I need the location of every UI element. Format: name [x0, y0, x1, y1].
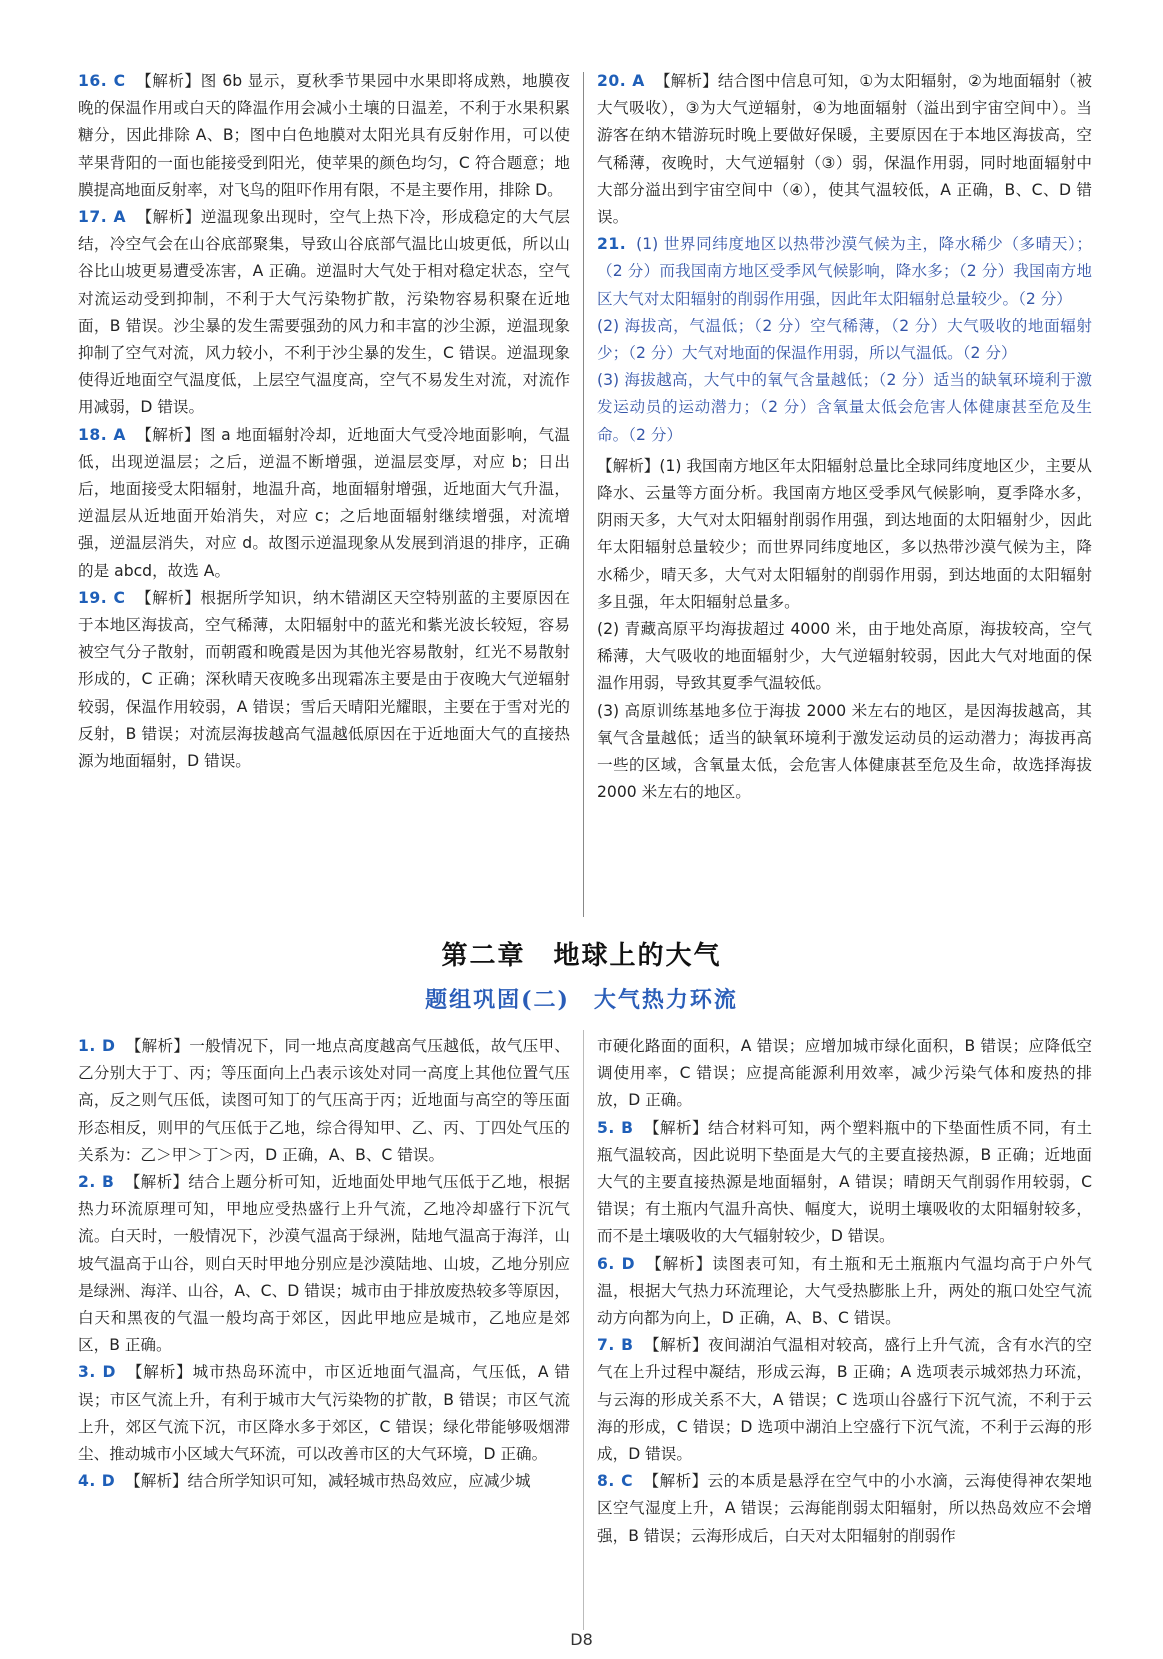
section-title: 题组巩固(二) 大气热力环流: [425, 987, 738, 1013]
answer-text: 【解析】根据所学知识，纳木错湖区天空特别蓝的主要原因在于本地区海拔高，空气稀薄，太阳辐射中的蓝光和紫光波长较短，容易被空气分子散射，而朝霞和晚霞是因为其他光容易散射，红光不易散射形成的，C 正确；深秋晴天夜晚多出现霜冻主要是由于夜晚大气逆辐射较弱，保温作用较弱，A 错误；雪后天晴阳光耀眼，主要在于雪对光的反射，B 错误；对流层海拔越高气温越低原因在于近地面大气的直接热源为地面辐射，D 错误。: [78, 588, 570, 771]
question-number: 8. C: [597, 1472, 634, 1491]
answer-item: [78, 1468, 570, 1495]
answer-item: [78, 422, 570, 585]
top-right-column: [597, 68, 1092, 806]
bottom-right-column: [597, 1033, 1092, 1550]
answer-item: [597, 68, 1092, 231]
answer-text: 【解析】结合所学知识可知，减轻城市热岛效应，应减少城: [125, 1472, 531, 1491]
chapter-title: 第二章 地球上的大气: [441, 941, 722, 971]
answer-item: [78, 1169, 570, 1359]
answer-text: 【解析】结合上题分析可知，近地面处甲地气压低于乙地，根据热力环流原理可知，甲地应受热盛行上升气流，乙地冷却盛行下沉气流。白天时，一般情况下，沙漠气温高于绿洲，陆地气温高于海洋，山坡气温高于山谷，则白天时甲地分别应是沙漠陆地、山坡，乙地分别应是绿洲、海洋、山谷，A、C、D 错误；城市由于排放废热较多等原因，白天和黑夜的气温一般均高于郊区，因此甲地应是城市，乙地应是郊区，B 正确。: [78, 1173, 570, 1355]
page-number: D8: [570, 1630, 593, 1649]
answer-item: [597, 1468, 1092, 1550]
q21-answer-1: [597, 231, 1092, 313]
question-number: 20. A: [597, 72, 645, 90]
answer-text: 【解析】图 a 地面辐射冷却，近地面大气受冷地面影响，气温低，出现逆温层；之后，逆温不断增强，逆温层变厚，对应 b；日出后，地面接受太阳辐射，地温升高，地面辐射增强，近地面大气升温，逆温层从近地面开始消失，对应 c；之后地面辐射继续增强，对流增强，逆温层消失，对应 d。故图示逆温现象从发展到消退的排序，正确的是 abcd，故选 A。: [78, 425, 570, 580]
answer-item: [78, 585, 570, 775]
q21-answer-3: (3) 海拔越高，大气中的氧气含量越低；（2 分）适当的缺氧环境利于激发运动员的运动潜力；（2 分）含氧量太低会危害人体健康甚至危及生命。（2 分）: [597, 371, 1092, 444]
answer-item: [78, 1359, 570, 1468]
column-divider-top: [583, 72, 584, 917]
q21-analysis-2: (2) 青藏高原平均海拔超过 4000 米，由于地处高原，海拔较高，空气稀薄，大气吸收的地面辐射少，大气逆辐射较弱，因此大气对地面的保温作用弱，导致其夏季气温较低。: [597, 620, 1092, 693]
answer-text: 【解析】结合材料可知，两个塑料瓶中的下垫面性质不同，有土瓶气温较高，因此说明下垫面是大气的主要直接热源，B 正确；近地面大气的主要直接热源是地面辐射，A 错误；晴朗天气削弱作用较弱，C 错误；有土瓶内气温升高快、幅度大，说明土壤吸收的太阳辐射较多，而不是土壤吸收的大气辐射较少，D 错误。: [597, 1118, 1092, 1246]
q21-analysis-1: 【解析】(1) 我国南方地区年太阳辐射总量比全球同纬度地区少，主要从降水、云量等方面分析。我国南方地区受季风气候影响，夏季降水多，阴雨天多，大气对太阳辐射削弱作用强，到达地面的太阳辐射少，因此年太阳辐射总量较少；而世界同纬度地区，多以热带沙漠气候为主，降水稀少，晴天多，大气对太阳辐射的削弱作用弱，到达地面的太阳辐射多且强，年太阳辐射总量多。: [597, 456, 1092, 611]
question-number: 3. D: [78, 1363, 116, 1382]
answer-text: 【解析】城市热岛环流中，市区近地面气温高，气压低，A 错误；市区气流上升，有利于城市大气污染物的扩散，B 错误；市区气流上升，郊区气流下沉，市区降水多于郊区，C 错误；绿化带能够吸烟滞尘、推动城市小区域大气环流，可以改善市区的大气环境，D 正确。: [78, 1363, 570, 1464]
column-divider-bottom: [583, 1030, 584, 1630]
top-left-column: [78, 68, 570, 775]
answer-text: 【解析】逆温现象出现时，空气上热下冷，形成稳定的大气层结，冷空气会在山谷底部聚集，导致山谷底部气温比山坡更低，所以山谷比山坡更易遭受冻害，A 正确。逆温时大气处于相对稳定状态，空气对流运动受到抑制，不利于大气污染物扩散，污染物容易积聚在近地面，B 错误。沙尘暴的发生需要强劲的风力和丰富的沙尘源，逆温现象抑制了空气对流，风力较小，不利于沙尘暴的发生，C 错误。逆温现象使得近地面空气温度低，上层空气温度高，空气不易发生对流，对流作用减弱，D 错误。: [78, 208, 570, 417]
answer-text: 【解析】结合图中信息可知，①为太阳辐射，②为地面辐射（被大气吸收），③为大气逆辐射，④为地面辐射（溢出到宇宙空间中）。当游客在纳木错游玩时晚上要做好保暖，主要原因在于本地区海拔高，空气稀薄，夜晚时，大气逆辐射（③）弱，保温作用弱，同时地面辐射中大部分溢出到宇宙空间中（④），使其气温较低，A 正确，B、C、D 错误。: [597, 72, 1092, 227]
bottom-left-column: [78, 1033, 570, 1495]
question-number: 6. D: [597, 1254, 636, 1273]
question-number: 7. B: [597, 1336, 634, 1355]
question-number: 18. A: [78, 425, 126, 444]
answer-item: [78, 1033, 570, 1169]
answer-text: (1) 世界同纬度地区以热带沙漠气候为主，降水稀少（多晴天）；（2 分）而我国南方地区受季风气候影响，降水多；（2 分）我国南方地区大气对太阳辐射的削弱作用强，因此年太阳辐射总量较少。（2 分）: [597, 235, 1092, 308]
question-number: 16. C: [78, 72, 126, 90]
question-number: 17. A: [78, 208, 127, 227]
answer-text: 【解析】夜间湖泊气温相对较高，盛行上升气流，含有水汽的空气在上升过程中凝结，形成云海，B 正确；A 选项表示城郊热力环流，与云海的形成关系不大，A 错误；C 选项山谷盛行下沉气流，不利于云海的形成，C 错误；D 选项中湖泊上空盛行下沉气流，不利于云海的形成，D 错误。: [597, 1336, 1092, 1464]
answer-item: [597, 1251, 1092, 1333]
question-number: 2. B: [78, 1173, 115, 1192]
question-number: 5. B: [597, 1118, 634, 1137]
q21-answer-2: (2) 海拔高，气温低；（2 分）空气稀薄，（2 分）大气吸收的地面辐射少；（2 分）大气对地面的保温作用弱，所以气温低。（2 分）: [597, 316, 1092, 363]
answer-text: 【解析】云的本质是悬浮在空气中的小水滴，云海使得神农架地区空气湿度上升，A 错误；云海能削弱太阳辐射，所以热岛效应不会增强，B 错误；云海形成后，白天对太阳辐射的削弱作: [597, 1472, 1092, 1545]
answer-item: [597, 1115, 1092, 1251]
answer-text: 【解析】读图表可知，有土瓶和无土瓶瓶内气温均高于户外气温，根据大气热力环流理论，大气受热膨胀上升，两处的瓶口处空气流动方向都为向上，D 正确，A、B、C 错误。: [597, 1254, 1092, 1328]
answer-item: [597, 1033, 1092, 1115]
question-number: 19. C: [78, 588, 126, 607]
answer-text: 【解析】图 6b 显示，夏秋季节果园中水果即将成熟，地膜夜晚的保温作用或白天的降温作用会减小土壤的日温差，不利于水果积累糖分，因此排除 A、B；图中白色地膜对太阳光具有反射作用，可以使苹果背阳的一面也能接受到阳光，使苹果的颜色均匀，C 符合题意；地膜提高地面反射率，对飞鸟的阻吓作用有限，不是主要作用，排除 D。: [78, 72, 571, 199]
question-number: 21.: [597, 235, 627, 254]
answer-item: [597, 1332, 1092, 1468]
answer-item: [78, 68, 570, 204]
answer-item: [78, 204, 570, 422]
answer-text: 【解析】一般情况下，同一地点高度越高气压越低，故气压甲、乙分别大于丁、丙；等压面向上凸表示该处对同一高度上其他位置气压高，反之则气压低，读图可知丁的气压高于丙；近地面与高空的等压面形态相反，则甲的气压低于乙地，综合得知甲、乙、丙、丁四处气压的关系为：乙＞甲＞丁＞丙，D 正确，A、B、C 错误。: [78, 1037, 570, 1164]
q21-analysis-3: (3) 高原训练基地多位于海拔 2000 米左右的地区，是因海拔越高，其氧气含量越低；适当的缺氧环境利于激发运动员的运动潜力；海拔再高一些的区域，含氧量太低，会危害人体健康甚至危及生命，故选择海拔 2000 米左右的地区。: [597, 701, 1092, 802]
question-number: 4. D: [78, 1472, 116, 1491]
answer-text: 市硬化路面的面积，A 错误；应增加城市绿化面积，B 错误；应降低空调使用率，C 错误；应提高能源利用效率，减少污染气体和废热的排放，D 正确。: [597, 1037, 1092, 1110]
question-number: 1. D: [78, 1037, 116, 1055]
